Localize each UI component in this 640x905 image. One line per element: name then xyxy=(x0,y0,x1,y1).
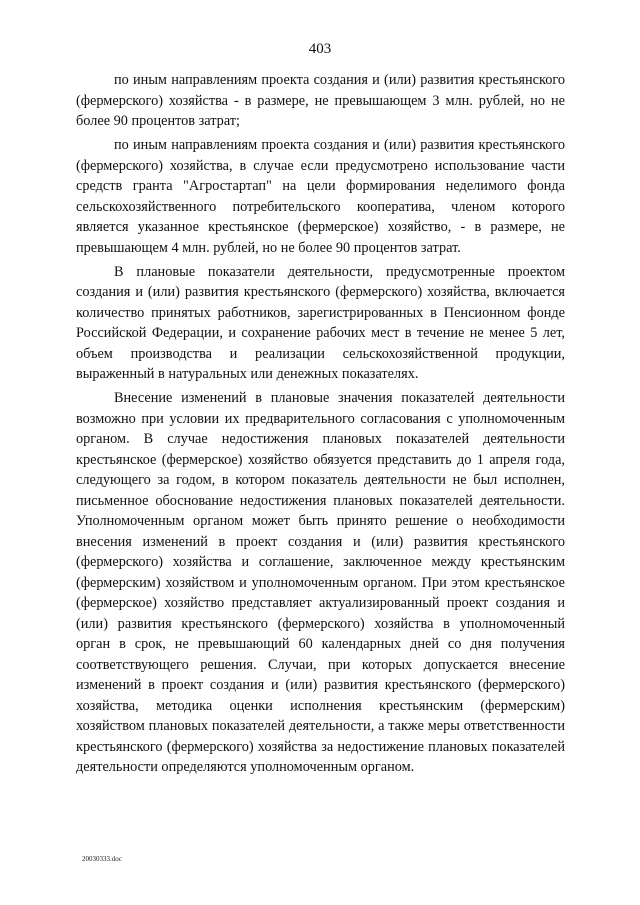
paragraph-indicator-changes: Внесение изменений в плановые значения показателей деятельности возможно при условии их предварительного согласования с уполномоченным органом. В случае недостижения плановых показателей деятельности крестьянское (фермерское) хозяйство обязуется представить до 1 апреля года, следующего за годом, в котором показатель деятельности не был исполнен, письменное обоснование недостижения плановых показателей деятельности. Уполномоченным органом может быть принято решение о необходимости внесения изменений в проект создания и (или) развития крестьянского (фермерского) хозяйства и соглашение, заключенное между крестьянским (фермерским) хозяйством и уполномоченным органом. При этом крестьянское (фермерское) хозяйство представляет актуализированный проект создания и (или) развития крестьянского (фермерского) хозяйства в уполномоченный орган в срок, не превышающий 60 календарных дней со дня получения соответствующего решения. Случаи, при которых допускается внесение изменений в проект создания и (или) развития крестьянского (фермерского) хозяйства, методика оценки исполнения крестьянским (фермерским) хозяйством плановых показателей деятельности, а также меры ответственности крестьянского (фермерского) хозяйства за недостижение плановых показателей деятельности определяются уполномоченным органом. xyxy=(76,390,565,775)
paragraph-planned-indicators: В плановые показатели деятельности, предусмотренные проектом создания и (или) развития крестьянского (фермерского) хозяйства, включается количество принятых работников, зарегистрированных в Пенсионном фонде Российской Федерации, и сохранение рабочих мест в течение не менее 5 лет, объем производства и реализации сельскохозяйственной продукции, выраженный в натуральных или денежных показателях. xyxy=(76,263,565,382)
page-number: 403 xyxy=(308,41,332,57)
paragraph-grant-other-directions-3mln: по иным направлениям проекта создания и (или) развития крестьянского (фермерского) хозяйства - в размере, не превышающем 3 млн. рублей, но не более 90 процентов затрат; xyxy=(76,72,565,129)
document-body xyxy=(76,70,565,781)
paragraph-grant-cooperative-fund-4mln: по иным направлениям проекта создания и (или) развития крестьянского (фермерского) хозяйства, в случае если предусмотрено использование части средств гранта "Агростартап" на цели формирования неделимого фонда сельскохозяйственного потребительского кооператива, членом которого является указанное крестьянское (фермерское) хозяйство, - в размере, не превышающем 4 млн. рублей, но не более 90 процентов затрат. xyxy=(76,137,565,256)
footer-filename: 20030333.doc xyxy=(82,855,122,863)
